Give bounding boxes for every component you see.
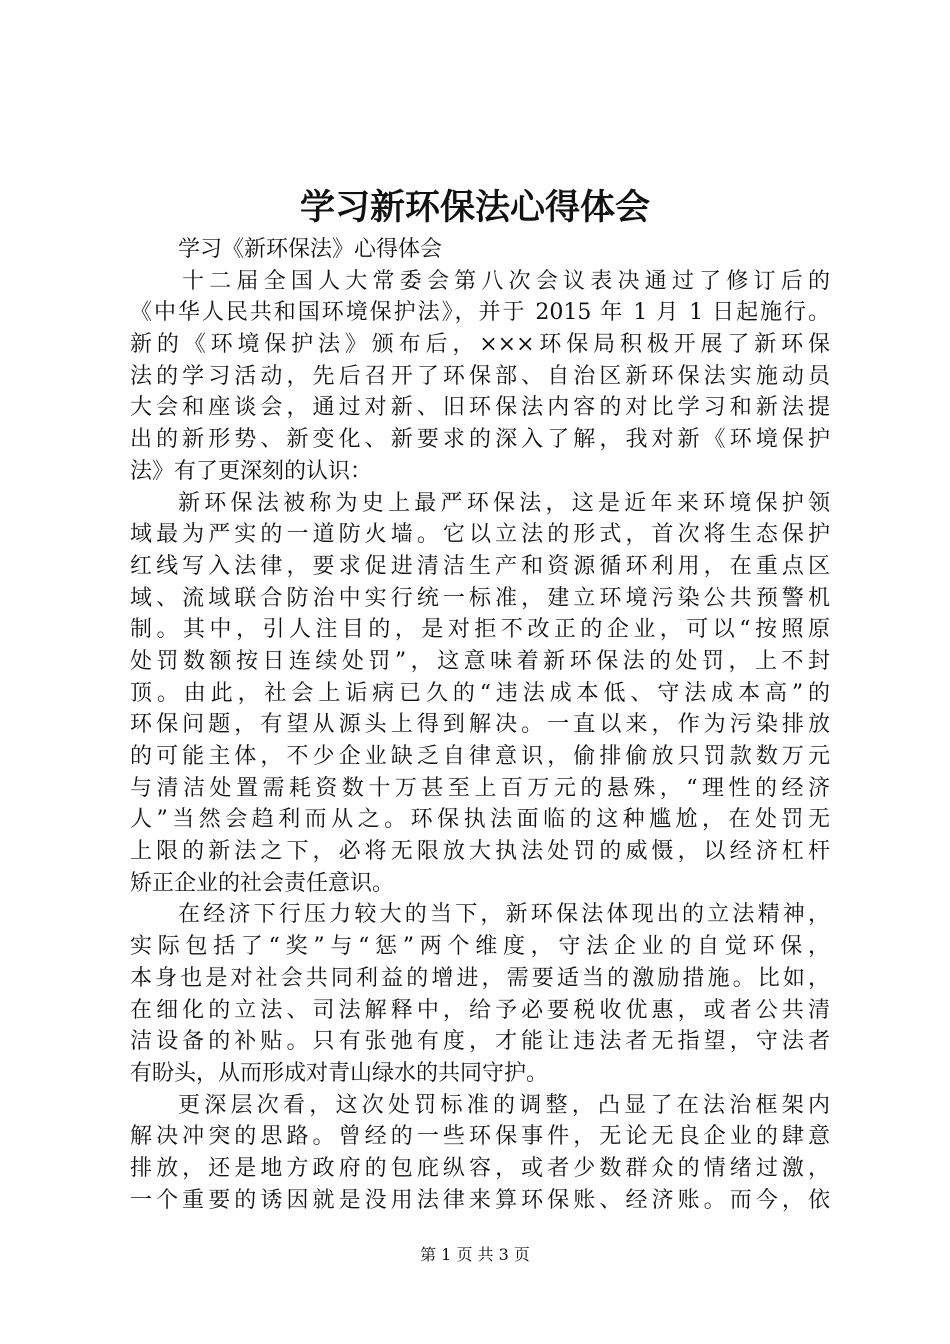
- text-line: 环保问题，有望从源头上得到解决。一直以来，作为污染排放: [130, 712, 830, 738]
- text-line: 矫正企业的社会责任意识。: [130, 870, 395, 896]
- text-line: 法》有了更深刻的认识：: [130, 458, 373, 484]
- text-line: 域、流域联合防治中实行统一标准，建立环境污染公共预警机: [130, 585, 830, 611]
- text-line: 实际包括了“奖”与“惩”两个维度，守法企业的自觉环保，: [130, 934, 830, 960]
- document-title: 学习新环保法心得体会: [299, 188, 650, 228]
- text-line: 顶。由此，社会上诟病已久的“违法成本低、守法成本高”的: [130, 680, 830, 706]
- text-line: 域最为严实的一道防火墙。它以立法的形式，首次将生态保护: [130, 522, 830, 548]
- text-line: 人”当然会趋利而从之。环保执法面临的这种尴尬，在处罚无: [130, 807, 830, 833]
- text-line: 有盼头，从而形成对青山绿水的共同守护。: [130, 1060, 549, 1086]
- text-line: 红线写入法律，要求促进清洁生产和资源循环利用，在重点区: [130, 553, 830, 579]
- text-line: 本身也是对社会共同利益的增进，需要适当的激励措施。比如，: [130, 965, 830, 991]
- text-line: 一个重要的诱因就是没用法律来算环保账、经济账。而今，依: [130, 1187, 830, 1213]
- text-line: 新的《环境保护法》颁布后，×××环保局积极开展了新环保: [130, 332, 830, 358]
- text-line: 在经济下行压力较大的当下，新环保法体现出的立法精神，: [178, 902, 830, 928]
- text-line: 与清洁处置需耗资数十万甚至上百万元的悬殊，“理性的经济: [130, 775, 830, 801]
- text-line: 处罚数额按日连续处罚”，这意味着新环保法的处罚，上不封: [130, 648, 830, 674]
- text-line: 更深层次看，这次处罚标准的调整，凸显了在法治框架内: [178, 1092, 830, 1118]
- text-line: 法的学习活动，先后召开了环保部、自治区新环保法实施动员: [130, 363, 830, 389]
- document-body: [130, 234, 830, 1216]
- text-line: 解决冲突的思路。曾经的一些环保事件，无论无良企业的肆意: [130, 1124, 830, 1150]
- text-line: 出的新形势、新变化、新要求的深入了解，我对新《环境保护: [130, 427, 830, 453]
- text-line: 十二届全国人大常委会第八次会议表决通过了修订后的: [182, 268, 830, 294]
- text-line: 的可能主体，不少企业缺乏自律意识，偷排偷放只罚款数万元: [130, 744, 830, 769]
- page-footer: 第 1 页 共 3 页: [420, 1245, 530, 1264]
- text-line: 排放，还是地方政府的包庇纵容，或者少数群众的情绪过激，: [130, 1155, 830, 1181]
- text-line: 学习《新环保法》心得体会: [178, 237, 443, 262]
- text-line: 在细化的立法、司法解释中，给予必要税收优惠，或者公共清: [130, 997, 830, 1023]
- text-line: 大会和座谈会，通过对新、旧环保法内容的对比学习和新法提: [130, 395, 830, 421]
- text-line: 上限的新法之下，必将无限放大执法处罚的威慑，以经济杠杆: [130, 839, 830, 865]
- text-line: 《中华人民共和国环境保护法》，并于 2015 年 1 月 1 日起施行。: [130, 300, 830, 326]
- text-line: 制。其中，引人注目的，是对拒不改正的企业，可以“按照原: [130, 617, 830, 643]
- text-line: 新环保法被称为史上最严环保法，这是近年来环境保护领: [178, 490, 830, 516]
- text-line: 洁设备的补贴。只有张弛有度，才能让违法者无指望，守法者: [130, 1029, 830, 1055]
